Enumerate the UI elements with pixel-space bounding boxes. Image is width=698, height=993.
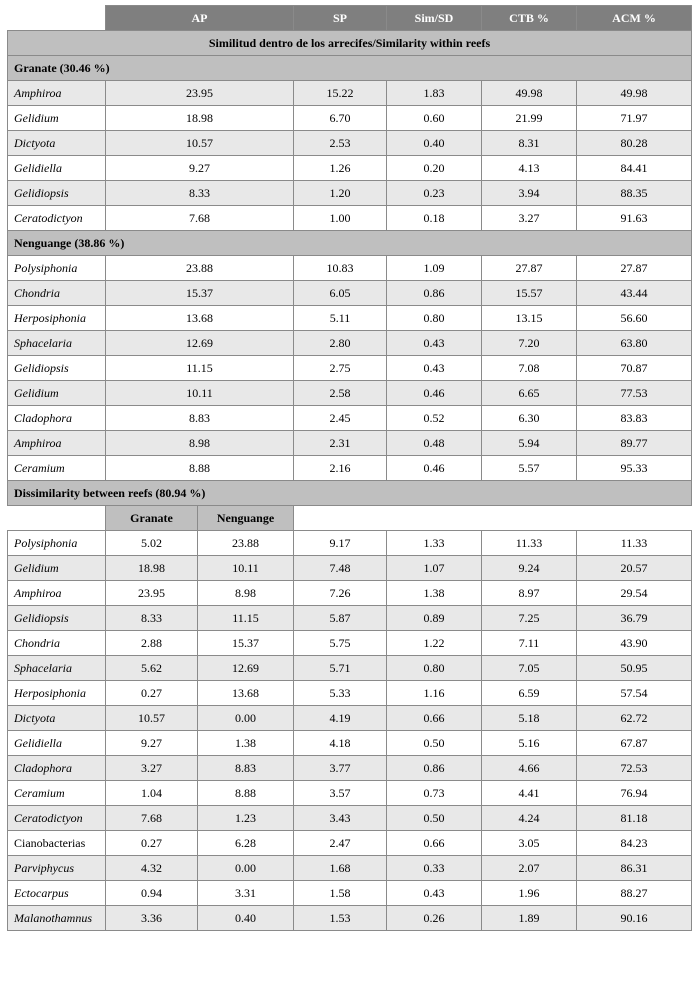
- table-row: [8, 306, 692, 331]
- value-cell: 2.75: [294, 356, 387, 381]
- species-cell: Dictyota: [8, 131, 106, 156]
- value-cell: 1.58: [294, 881, 387, 906]
- corner-cell: [8, 6, 106, 31]
- value-cell: 3.94: [482, 181, 577, 206]
- value-cell: 7.48: [294, 556, 387, 581]
- col-header-ap: AP: [106, 6, 294, 31]
- value-cell: 3.77: [294, 756, 387, 781]
- value-cell: 1.20: [294, 181, 387, 206]
- value-cell: 2.53: [294, 131, 387, 156]
- species-cell: Gelidiella: [8, 731, 106, 756]
- value-cell: 13.68: [198, 681, 294, 706]
- species-cell: Herposiphonia: [8, 306, 106, 331]
- value-cell: 0.27: [106, 831, 198, 856]
- col-header-acm: ACM %: [577, 6, 692, 31]
- value-cell: 8.31: [482, 131, 577, 156]
- table-row: [8, 531, 692, 556]
- value-cell: 91.63: [577, 206, 692, 231]
- table-row: [8, 606, 692, 631]
- value-cell: 5.75: [294, 631, 387, 656]
- table-row: [8, 431, 692, 456]
- col-header-ctb: CTB %: [482, 6, 577, 31]
- col-header-simsd: Sim/SD: [387, 6, 482, 31]
- value-cell: 0.46: [387, 381, 482, 406]
- table-row: [8, 81, 692, 106]
- table-row: [8, 856, 692, 881]
- value-cell: 7.25: [482, 606, 577, 631]
- value-cell: 0.73: [387, 781, 482, 806]
- species-cell: Gelidium: [8, 106, 106, 131]
- value-cell: 10.57: [106, 706, 198, 731]
- subheader-spacer: [577, 506, 692, 531]
- value-cell: 80.28: [577, 131, 692, 156]
- value-cell: 4.41: [482, 781, 577, 806]
- value-cell: 1.96: [482, 881, 577, 906]
- table-row: [8, 256, 692, 281]
- value-cell: 3.05: [482, 831, 577, 856]
- species-cell: Cladophora: [8, 756, 106, 781]
- value-cell: 1.09: [387, 256, 482, 281]
- value-cell: 7.05: [482, 656, 577, 681]
- value-cell: 0.43: [387, 331, 482, 356]
- value-cell: 1.00: [294, 206, 387, 231]
- value-cell: 9.27: [106, 731, 198, 756]
- value-cell: 3.27: [106, 756, 198, 781]
- dissimilarity-subheader-row: [8, 506, 692, 531]
- value-cell: 11.33: [482, 531, 577, 556]
- value-cell: 76.94: [577, 781, 692, 806]
- subheader-spacer: [8, 506, 106, 531]
- table-row: [8, 156, 692, 181]
- value-cell: 95.33: [577, 456, 692, 481]
- value-cell: 2.47: [294, 831, 387, 856]
- value-cell: 5.87: [294, 606, 387, 631]
- value-cell: 4.66: [482, 756, 577, 781]
- table-row: [8, 631, 692, 656]
- value-cell: 88.35: [577, 181, 692, 206]
- value-cell: 15.37: [106, 281, 294, 306]
- value-cell: 4.19: [294, 706, 387, 731]
- value-cell: 23.88: [106, 256, 294, 281]
- value-cell: 3.31: [198, 881, 294, 906]
- section-header-row: [8, 481, 692, 506]
- value-cell: 88.27: [577, 881, 692, 906]
- value-cell: 9.24: [482, 556, 577, 581]
- species-cell: Chondria: [8, 631, 106, 656]
- value-cell: 3.36: [106, 906, 198, 931]
- species-cell: Ceramium: [8, 781, 106, 806]
- value-cell: 8.88: [106, 456, 294, 481]
- species-cell: Sphacelaria: [8, 656, 106, 681]
- value-cell: 2.88: [106, 631, 198, 656]
- value-cell: 63.80: [577, 331, 692, 356]
- table-row: [8, 731, 692, 756]
- value-cell: 7.20: [482, 331, 577, 356]
- value-cell: 0.66: [387, 831, 482, 856]
- value-cell: 11.15: [198, 606, 294, 631]
- col-header-sp: SP: [294, 6, 387, 31]
- value-cell: 36.79: [577, 606, 692, 631]
- value-cell: 5.33: [294, 681, 387, 706]
- species-cell: Gelidium: [8, 556, 106, 581]
- value-cell: 43.90: [577, 631, 692, 656]
- value-cell: 18.98: [106, 556, 198, 581]
- value-cell: 0.00: [198, 706, 294, 731]
- value-cell: 62.72: [577, 706, 692, 731]
- value-cell: 23.88: [198, 531, 294, 556]
- table-row: [8, 106, 692, 131]
- table-row: [8, 181, 692, 206]
- value-cell: 15.22: [294, 81, 387, 106]
- subheader-spacer: [387, 506, 482, 531]
- value-cell: 43.44: [577, 281, 692, 306]
- reef-column-header: Granate: [106, 506, 198, 531]
- value-cell: 9.17: [294, 531, 387, 556]
- value-cell: 5.18: [482, 706, 577, 731]
- value-cell: 7.08: [482, 356, 577, 381]
- value-cell: 8.97: [482, 581, 577, 606]
- value-cell: 12.69: [106, 331, 294, 356]
- value-cell: 7.26: [294, 581, 387, 606]
- species-cell: Ceratodictyon: [8, 806, 106, 831]
- value-cell: 5.62: [106, 656, 198, 681]
- species-cell: Polysiphonia: [8, 256, 106, 281]
- value-cell: 6.30: [482, 406, 577, 431]
- value-cell: 72.53: [577, 756, 692, 781]
- value-cell: 0.86: [387, 281, 482, 306]
- table-row: [8, 831, 692, 856]
- section-header-row: [8, 231, 692, 256]
- value-cell: 4.13: [482, 156, 577, 181]
- table-row: [8, 281, 692, 306]
- value-cell: 86.31: [577, 856, 692, 881]
- section-title: Nenguange (38.86 %): [8, 231, 692, 256]
- value-cell: 0.50: [387, 806, 482, 831]
- species-cell: Gelidiopsis: [8, 356, 106, 381]
- value-cell: 15.57: [482, 281, 577, 306]
- value-cell: 13.15: [482, 306, 577, 331]
- value-cell: 1.23: [198, 806, 294, 831]
- value-cell: 20.57: [577, 556, 692, 581]
- value-cell: 7.68: [106, 806, 198, 831]
- value-cell: 8.83: [198, 756, 294, 781]
- table-row: [8, 206, 692, 231]
- value-cell: 29.54: [577, 581, 692, 606]
- value-cell: 0.43: [387, 881, 482, 906]
- value-cell: 2.31: [294, 431, 387, 456]
- table-row: [8, 681, 692, 706]
- value-cell: 6.05: [294, 281, 387, 306]
- value-cell: 1.89: [482, 906, 577, 931]
- table-row: [8, 356, 692, 381]
- value-cell: 67.87: [577, 731, 692, 756]
- value-cell: 0.43: [387, 356, 482, 381]
- value-cell: 84.23: [577, 831, 692, 856]
- value-cell: 6.70: [294, 106, 387, 131]
- value-cell: 2.58: [294, 381, 387, 406]
- value-cell: 84.41: [577, 156, 692, 181]
- section-title: Dissimilarity between reefs (80.94 %): [8, 481, 692, 506]
- value-cell: 0.33: [387, 856, 482, 881]
- table-row: [8, 581, 692, 606]
- value-cell: 27.87: [482, 256, 577, 281]
- value-cell: 10.11: [106, 381, 294, 406]
- similarity-banner-title: Similitud dentro de los arrecifes/Similarity within reefs: [8, 31, 692, 56]
- table-row: [8, 556, 692, 581]
- value-cell: 50.95: [577, 656, 692, 681]
- value-cell: 0.23: [387, 181, 482, 206]
- value-cell: 5.94: [482, 431, 577, 456]
- table-row: [8, 406, 692, 431]
- table-row: [8, 381, 692, 406]
- value-cell: 2.80: [294, 331, 387, 356]
- value-cell: 0.52: [387, 406, 482, 431]
- value-cell: 8.83: [106, 406, 294, 431]
- value-cell: 1.38: [387, 581, 482, 606]
- value-cell: 49.98: [577, 81, 692, 106]
- subheader-spacer: [482, 506, 577, 531]
- value-cell: 81.18: [577, 806, 692, 831]
- table-row: [8, 881, 692, 906]
- value-cell: 11.33: [577, 531, 692, 556]
- value-cell: 1.07: [387, 556, 482, 581]
- value-cell: 0.80: [387, 656, 482, 681]
- reef-column-header: Nenguange: [198, 506, 294, 531]
- value-cell: 10.57: [106, 131, 294, 156]
- value-cell: 13.68: [106, 306, 294, 331]
- value-cell: 5.57: [482, 456, 577, 481]
- value-cell: 1.38: [198, 731, 294, 756]
- value-cell: 4.24: [482, 806, 577, 831]
- value-cell: 23.95: [106, 581, 198, 606]
- value-cell: 5.02: [106, 531, 198, 556]
- value-cell: 1.16: [387, 681, 482, 706]
- value-cell: 23.95: [106, 81, 294, 106]
- value-cell: 0.86: [387, 756, 482, 781]
- value-cell: 9.27: [106, 156, 294, 181]
- value-cell: 1.68: [294, 856, 387, 881]
- species-cell: Amphiroa: [8, 431, 106, 456]
- value-cell: 0.46: [387, 456, 482, 481]
- species-cell: Sphacelaria: [8, 331, 106, 356]
- species-cell: Dictyota: [8, 706, 106, 731]
- value-cell: 15.37: [198, 631, 294, 656]
- value-cell: 7.68: [106, 206, 294, 231]
- value-cell: 8.33: [106, 606, 198, 631]
- species-cell: Ceratodictyon: [8, 206, 106, 231]
- value-cell: 0.48: [387, 431, 482, 456]
- value-cell: 0.27: [106, 681, 198, 706]
- value-cell: 3.43: [294, 806, 387, 831]
- species-cell: Malanothamnus: [8, 906, 106, 931]
- value-cell: 0.40: [198, 906, 294, 931]
- species-cell: Cladophora: [8, 406, 106, 431]
- value-cell: 71.97: [577, 106, 692, 131]
- value-cell: 0.66: [387, 706, 482, 731]
- header-row: [8, 6, 692, 31]
- value-cell: 83.83: [577, 406, 692, 431]
- value-cell: 2.07: [482, 856, 577, 881]
- value-cell: 6.59: [482, 681, 577, 706]
- value-cell: 8.98: [198, 581, 294, 606]
- species-cell: Gelidiopsis: [8, 181, 106, 206]
- value-cell: 6.65: [482, 381, 577, 406]
- value-cell: 4.32: [106, 856, 198, 881]
- species-cell: Gelidium: [8, 381, 106, 406]
- value-cell: 89.77: [577, 431, 692, 456]
- species-cell: Gelidiopsis: [8, 606, 106, 631]
- value-cell: 0.89: [387, 606, 482, 631]
- value-cell: 70.87: [577, 356, 692, 381]
- table-row: [8, 456, 692, 481]
- value-cell: 8.98: [106, 431, 294, 456]
- value-cell: 90.16: [577, 906, 692, 931]
- species-cell: Amphiroa: [8, 81, 106, 106]
- value-cell: 0.20: [387, 156, 482, 181]
- value-cell: 77.53: [577, 381, 692, 406]
- value-cell: 7.11: [482, 631, 577, 656]
- value-cell: 0.50: [387, 731, 482, 756]
- value-cell: 5.16: [482, 731, 577, 756]
- section-header-row: [8, 56, 692, 81]
- value-cell: 0.00: [198, 856, 294, 881]
- species-cell: Herposiphonia: [8, 681, 106, 706]
- value-cell: 1.33: [387, 531, 482, 556]
- table-row: [8, 756, 692, 781]
- value-cell: 21.99: [482, 106, 577, 131]
- section-title: Granate (30.46 %): [8, 56, 692, 81]
- value-cell: 18.98: [106, 106, 294, 131]
- value-cell: 10.11: [198, 556, 294, 581]
- species-cell: Parviphycus: [8, 856, 106, 881]
- value-cell: 10.83: [294, 256, 387, 281]
- value-cell: 27.87: [577, 256, 692, 281]
- value-cell: 5.71: [294, 656, 387, 681]
- value-cell: 3.57: [294, 781, 387, 806]
- value-cell: 0.26: [387, 906, 482, 931]
- similarity-banner-row: [8, 31, 692, 56]
- value-cell: 5.11: [294, 306, 387, 331]
- value-cell: 6.28: [198, 831, 294, 856]
- value-cell: 8.33: [106, 181, 294, 206]
- table-row: [8, 781, 692, 806]
- value-cell: 49.98: [482, 81, 577, 106]
- value-cell: 0.94: [106, 881, 198, 906]
- value-cell: 0.40: [387, 131, 482, 156]
- table-row: [8, 331, 692, 356]
- value-cell: 8.88: [198, 781, 294, 806]
- value-cell: 0.18: [387, 206, 482, 231]
- value-cell: 4.18: [294, 731, 387, 756]
- value-cell: 1.22: [387, 631, 482, 656]
- table-row: [8, 131, 692, 156]
- value-cell: 11.15: [106, 356, 294, 381]
- value-cell: 57.54: [577, 681, 692, 706]
- simper-table: [7, 5, 692, 931]
- species-cell: Cianobacterias: [8, 831, 106, 856]
- value-cell: 3.27: [482, 206, 577, 231]
- value-cell: 1.04: [106, 781, 198, 806]
- value-cell: 56.60: [577, 306, 692, 331]
- species-cell: Chondria: [8, 281, 106, 306]
- value-cell: 1.26: [294, 156, 387, 181]
- subheader-spacer: [294, 506, 387, 531]
- value-cell: 1.53: [294, 906, 387, 931]
- value-cell: 1.83: [387, 81, 482, 106]
- value-cell: 2.45: [294, 406, 387, 431]
- species-cell: Polysiphonia: [8, 531, 106, 556]
- table-row: [8, 806, 692, 831]
- value-cell: 0.60: [387, 106, 482, 131]
- species-cell: Ceramium: [8, 456, 106, 481]
- table-row: [8, 706, 692, 731]
- value-cell: 2.16: [294, 456, 387, 481]
- table-row: [8, 656, 692, 681]
- value-cell: 0.80: [387, 306, 482, 331]
- species-cell: Gelidiella: [8, 156, 106, 181]
- species-cell: Ectocarpus: [8, 881, 106, 906]
- value-cell: 12.69: [198, 656, 294, 681]
- table-row: [8, 906, 692, 931]
- species-cell: Amphiroa: [8, 581, 106, 606]
